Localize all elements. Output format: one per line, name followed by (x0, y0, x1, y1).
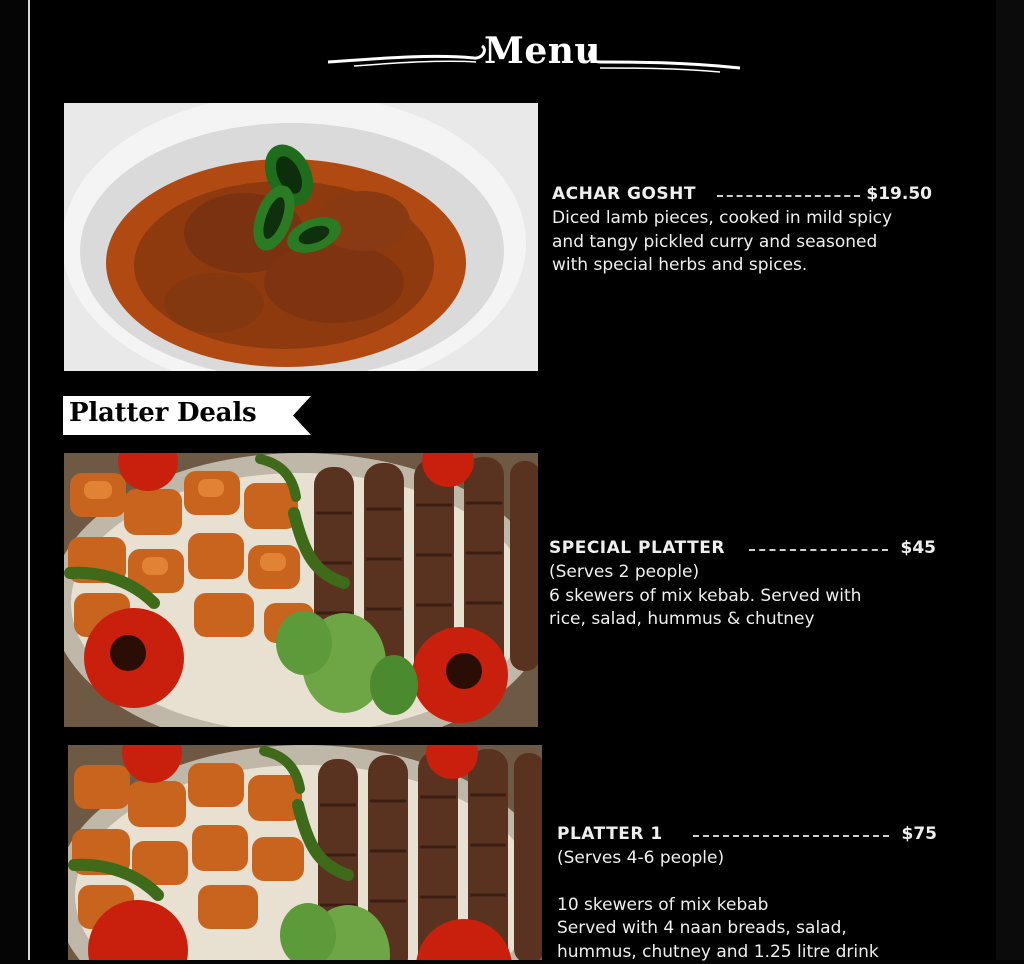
dotted-leader (717, 195, 860, 197)
item-description-line: rice, salad, hummus & chutney (549, 608, 936, 632)
menu-page (28, 0, 996, 960)
item-description-line: (Serves 2 people) (549, 561, 936, 585)
dotted-leader (749, 549, 888, 551)
menu-item-platter-1 (557, 823, 937, 964)
item-serves: (Serves 4-6 people) (557, 847, 937, 871)
item-name: ACHAR GOSHT (552, 183, 696, 207)
menu-header (324, 28, 744, 80)
spacer (557, 871, 937, 894)
page-title: Menu (484, 30, 594, 72)
section-banner (63, 396, 313, 435)
item-price: $75 (902, 823, 938, 847)
item-description-line: 10 skewers of mix kebab (557, 894, 937, 918)
menu-item-achar-gosht (552, 183, 932, 278)
right-margin (996, 0, 1024, 960)
item-description-line: 6 skewers of mix kebab. Served with (549, 585, 936, 609)
menu-item-special-platter (549, 537, 936, 632)
special-platter-photo (64, 453, 538, 727)
section-title: Platter Deals (69, 398, 256, 428)
item-price: $19.50 (866, 183, 932, 207)
item-description-line: hummus, chutney and 1.25 litre drink (557, 941, 937, 964)
item-description-line: and tangy pickled curry and seasoned (552, 231, 932, 255)
achar-gosht-photo (64, 103, 538, 371)
item-price: $45 (901, 537, 937, 561)
dotted-leader (693, 835, 889, 837)
item-name: SPECIAL PLATTER (549, 537, 725, 561)
item-description-line: Diced lamb pieces, cooked in mild spicy (552, 207, 932, 231)
platter-1-photo (68, 745, 542, 960)
item-name: PLATTER 1 (557, 823, 663, 847)
item-description-line: with special herbs and spices. (552, 254, 932, 278)
item-description-line: Served with 4 naan breads, salad, (557, 917, 937, 941)
